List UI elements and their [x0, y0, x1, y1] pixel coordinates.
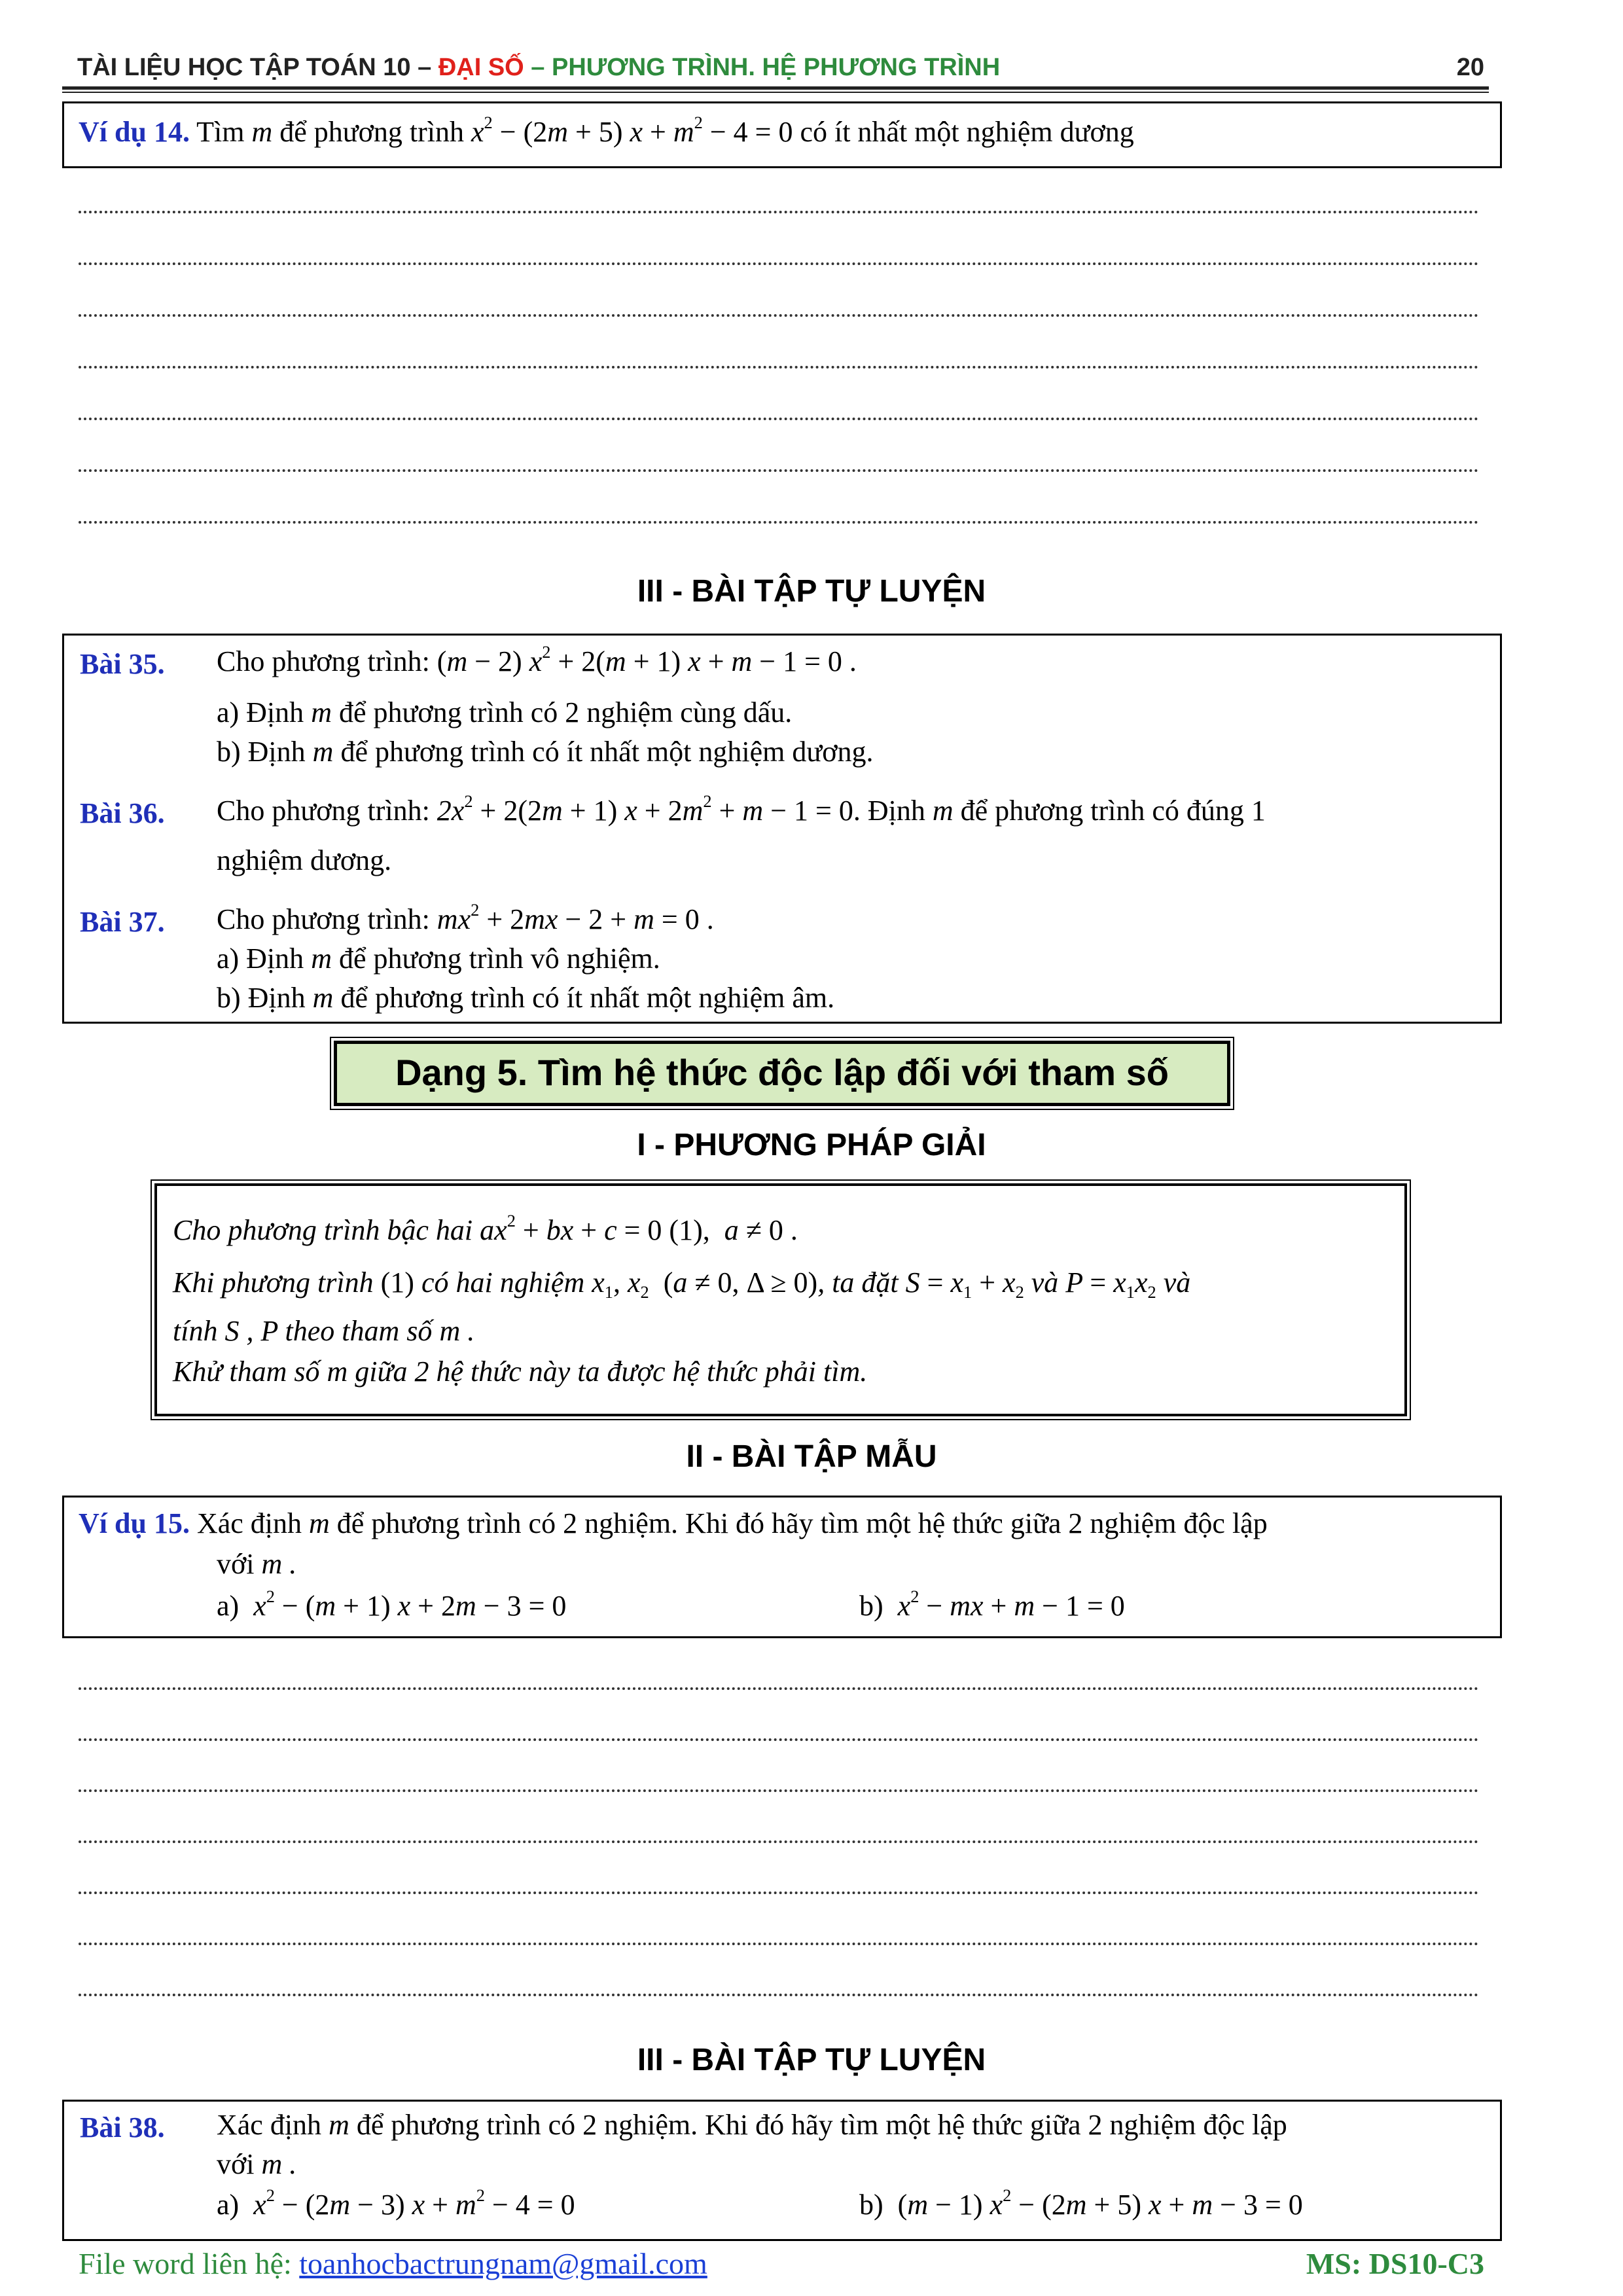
example-15-part-a: a) $x^2 - (m + 1) x + 2m - 3 = 0$	[217, 1587, 567, 1622]
answer-line[interactable]	[79, 211, 1479, 213]
exercise-35-part-b: b) Định m để phương trình có ít nhất một nghiệm dương.	[217, 736, 874, 768]
header-doc-title: TÀI LIỆU HỌC TẬP TOÁN 10 –	[77, 54, 438, 81]
header-rule-thin	[62, 92, 1489, 93]
example-14-equation: $x^2 - (2m + 5) x + m^2 - 4 = 0$	[471, 113, 793, 148]
example-15-line-2: với m .	[217, 1548, 297, 1580]
exercise-38-statement: Xác định m để phương trình có 2 nghiệm. Khi đó hãy tìm một hệ thức giữa 2 nghiệm độc lập	[217, 2109, 1287, 2141]
section-title-practice-2: III - BÀI TẬP TỰ LUYỆN	[637, 2043, 986, 2077]
exercise-36-statement: Cho phương trình: $2x^2 + 2(2m + 1) x + 2m^2 + m - 1 = 0$. Định m để phương trình có đúng 1	[217, 791, 1266, 827]
exercise-35-label: Bài 35.	[80, 648, 165, 680]
answer-line[interactable]	[79, 418, 1479, 420]
exercise-37-equation: $mx^2 + 2mx - 2 + m = 0$ .	[437, 900, 714, 935]
section-title-method: I - PHƯƠNG PHÁP GIẢI	[637, 1128, 986, 1162]
example-15-text: Ví dụ 15. Xác định m để phương trình có 2 nghiệm. Khi đó hãy tìm một hệ thức giữa 2 nghiệm độc lập	[79, 1507, 1268, 1539]
exercise-38-line-2: với m .	[217, 2148, 297, 2180]
header-subject: ĐẠI SỐ	[438, 54, 524, 81]
page-number: 20	[1456, 54, 1484, 81]
header-chapter: – PHƯƠNG TRÌNH. HỆ PHƯƠNG TRÌNH	[524, 54, 1001, 81]
footer-document-code: MS: DS10-C3	[1306, 2247, 1484, 2280]
example-14-text: Ví dụ 14. Tìm m để phương trình $x^2 - (2m + 5) x + m^2 - 4 = 0$ có ít nhất một nghiệm dương	[79, 113, 1134, 148]
answer-line[interactable]	[79, 1892, 1479, 1894]
section-title-practice-1: III - BÀI TẬP TỰ LUYỆN	[637, 574, 986, 609]
exercise-36-equation: $2x^2 + 2(2m + 1) x + 2m^2 + m - 1 = 0$	[437, 791, 853, 827]
exercise-35-equation: (m − 2) $x^2 + 2(m + 1) x + m - 1 = 0$ .	[437, 642, 857, 677]
topic-title-box: Dạng 5. Tìm hệ thức độc lập đối với tham số	[334, 1041, 1230, 1106]
method-line-4: Khử tham số m giữa 2 hệ thức này ta được hệ thức phải tìm.	[173, 1355, 868, 1388]
method-line-3: tính S , P theo tham số m .	[173, 1315, 475, 1347]
exercise-36-label: Bài 36.	[80, 797, 165, 829]
answer-line[interactable]	[79, 314, 1479, 317]
answer-line[interactable]	[79, 1943, 1479, 1945]
answer-line[interactable]	[79, 1840, 1479, 1843]
answer-line[interactable]	[79, 1789, 1479, 1792]
exercise-35-statement: Cho phương trình: (m − 2) $x^2 + 2(m + 1) x + m - 1 = 0$ .	[217, 642, 857, 677]
method-line-1: Cho phương trình bậc hai $ax^2$ + bx + c = 0 (1), a ≠ 0 .	[173, 1211, 798, 1246]
method-line-2: Khi phương trình (1) có hai nghiệm $x_1$, $x_2$ (a ≠ 0, Δ ≥ 0), ta đặt $S = x_1 + x_2$ và $P = x_1x_2$ và	[173, 1266, 1191, 1302]
exercise-37-part-a: a) Định m để phương trình vô nghiệm.	[217, 942, 660, 975]
footer-contact	[79, 2246, 707, 2281]
footer-email-link[interactable]: toanhocbactrungnam@gmail.com	[299, 2247, 707, 2280]
example-15-box	[62, 1496, 1502, 1638]
footer-contact-label: File word liên hệ:	[79, 2247, 300, 2280]
exercise-38-box	[62, 2100, 1502, 2241]
answer-line[interactable]	[79, 469, 1479, 472]
page-header	[77, 54, 1484, 88]
section-title-examples: II - BÀI TẬP MẪU	[686, 1439, 937, 1474]
example-14-label: Ví dụ 14.	[79, 116, 190, 148]
exercise-37-part-b: b) Định m để phương trình có ít nhất một nghiệm âm.	[217, 982, 835, 1014]
answer-line[interactable]	[79, 262, 1479, 265]
answer-line[interactable]	[79, 1994, 1479, 1996]
method-box	[154, 1183, 1407, 1416]
header-rule	[62, 86, 1489, 90]
example-15-part-b: b) $x^2$ − mx + m − 1 = 0	[859, 1587, 1125, 1622]
exercise-38-part-b: b) (m − 1) $x^2 - (2m + 5) x + m - 3 = 0$	[859, 2185, 1303, 2221]
exercise-37-statement: Cho phương trình: $mx^2 + 2mx - 2 + m = 0$ .	[217, 900, 714, 935]
answer-line[interactable]	[79, 521, 1479, 524]
example-14-box	[62, 101, 1502, 168]
example-15-label: Ví dụ 15.	[79, 1507, 190, 1539]
answer-line[interactable]	[79, 1687, 1479, 1690]
exercise-box-35-37	[62, 634, 1502, 1024]
answer-line[interactable]	[79, 1738, 1479, 1741]
exercise-38-part-a: a) $x^2 - (2m - 3) x + m^2 - 4 = 0$	[217, 2185, 575, 2221]
exercise-35-part-a: a) Định m để phương trình có 2 nghiệm cùng dấu.	[217, 696, 793, 728]
exercise-38-label: Bài 38.	[80, 2111, 165, 2144]
answer-line[interactable]	[79, 366, 1479, 368]
exercise-37-label: Bài 37.	[80, 906, 165, 938]
exercise-36-line-2: nghiệm dương.	[217, 844, 392, 876]
